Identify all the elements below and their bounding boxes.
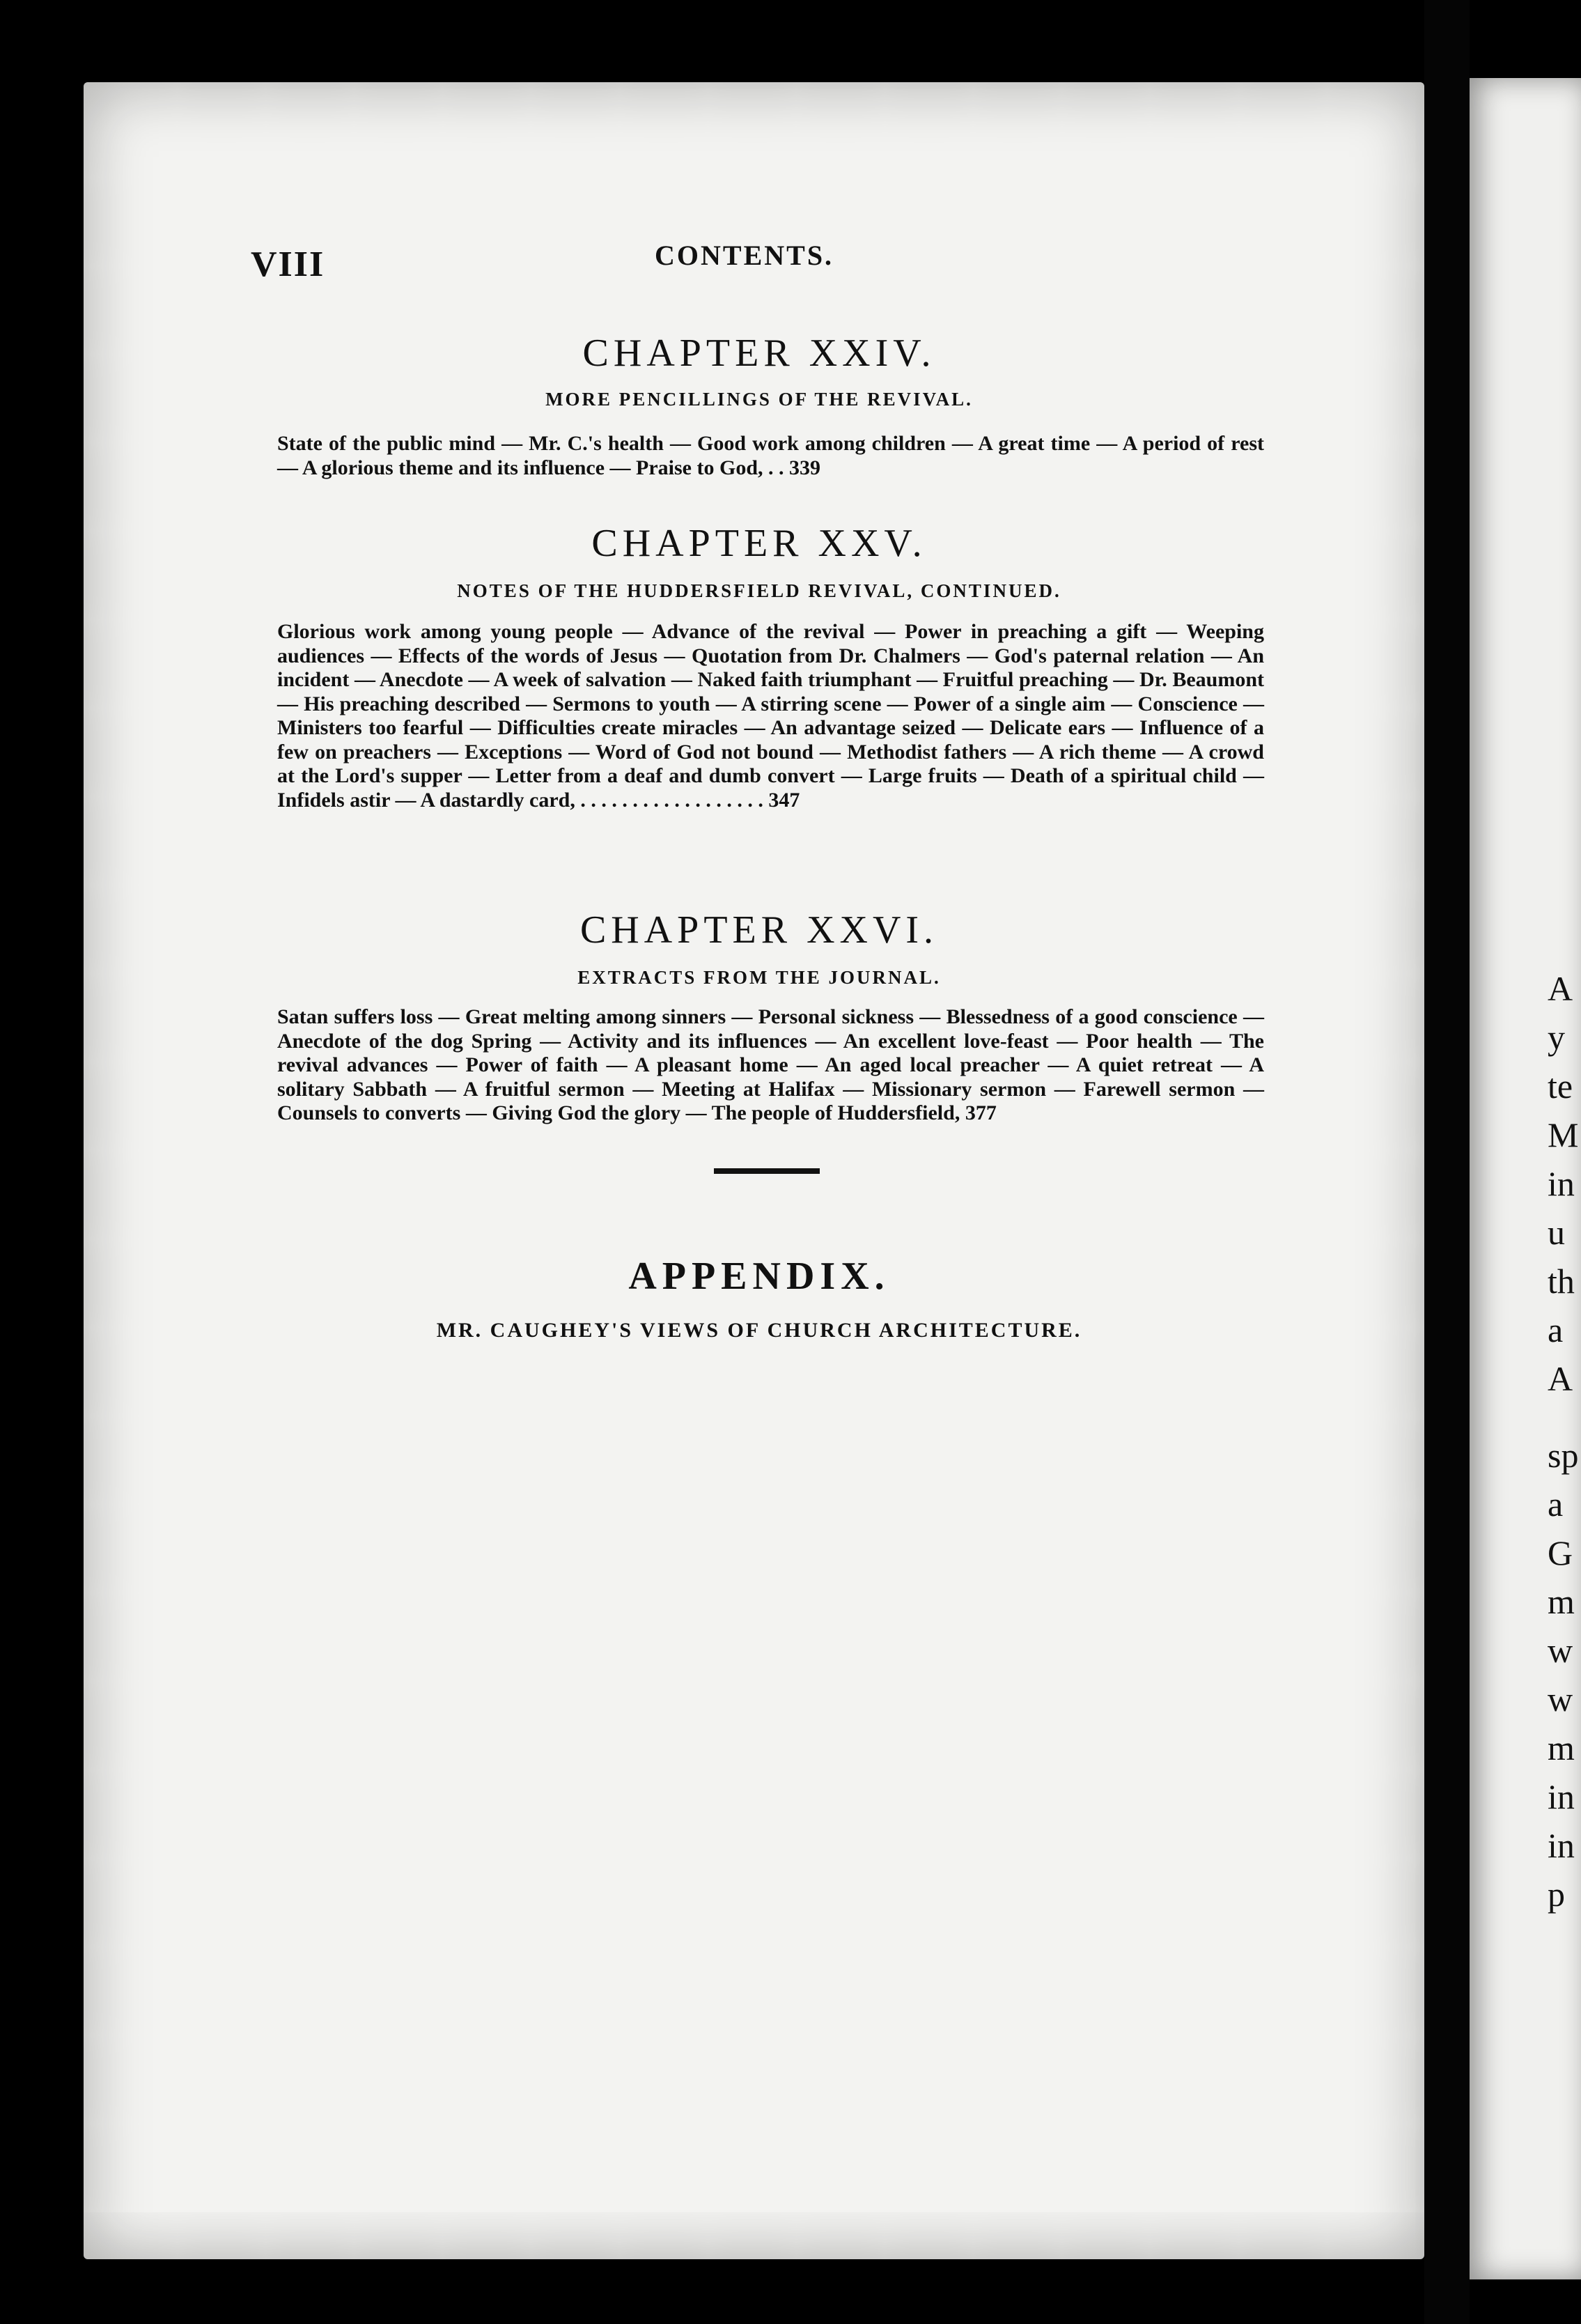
adjacent-fragment: M [1548,1115,1579,1154]
adjacent-fragment: in [1548,1777,1575,1816]
adjacent-fragment: th [1548,1262,1575,1301]
adjacent-fragment: w [1548,1680,1573,1719]
adjacent-fragment: m [1548,1728,1575,1767]
section-rule [714,1168,820,1174]
adjacent-fragment: y [1548,1018,1565,1057]
adjacent-fragment: a [1548,1310,1564,1349]
adjacent-fragment: w [1548,1631,1573,1670]
chapter-summary: Glorious work among young people — Advance of the revival — Power in preaching a gift — Weeping audiences — Effects of the words of Jesus — Quotation from Dr. Chalmers — God's paternal relation — An incident — Anecdote — A week of salvation — Naked faith triumphant — Fruitful preaching — Dr. Beaumont — His preaching described — Sermons to youth — A stirring scene — Power of a single aim — Conscience — Ministers too fearful — Difficulties create miracles — An advantage seized — Delicate ears — Influence of a few on preachers — Exceptions — Word of God not bound — Methodist fathers — A rich theme — A crowd at the Lord's supper — Letter from a deaf and dumb convert — Large fruits — Death of a spiritual child — Infidels astir — A dastardly card, . . . . . . . . . . . . . . . . . . 347 [277,620,1264,812]
adjacent-fragment: G [1548,1533,1573,1572]
chapter-subtitle: MORE PENCILLINGS OF THE REVIVAL. [545,389,973,410]
chapter-title: CHAPTER XXVI. [579,908,939,952]
page-number: VIII [251,245,325,284]
adjacent-fragment: sp [1548,1436,1579,1475]
chapter-subtitle: NOTES OF THE HUDDERSFIELD REVIVAL, CONTINUED. [457,580,1061,601]
adjacent-fragment: in [1548,1164,1575,1203]
appendix-title: APPENDIX. [628,1255,890,1298]
adjacent-fragment: A [1548,969,1573,1008]
adjacent-fragment: a [1548,1485,1564,1524]
chapter-title: CHAPTER XXIV. [582,332,936,375]
chapter-title: CHAPTER XXV. [591,522,927,565]
book-gutter [1424,0,1470,2324]
adjacent-fragment: in [1548,1826,1575,1865]
adjacent-fragment: m [1548,1582,1575,1621]
adjacent-fragment: u [1548,1213,1565,1252]
chapter-subtitle: EXTRACTS FROM THE JOURNAL. [577,967,941,988]
running-title: CONTENTS. [655,240,834,271]
adjacent-fragment: te [1548,1067,1573,1106]
adjacent-fragment: p [1548,1875,1565,1914]
adjacent-fragment: A [1548,1359,1573,1398]
chapter-summary: State of the public mind — Mr. C.'s health — Good work among children — A great time — A period of rest — A glorious theme and its influence — Praise to God, . . 339 [277,432,1264,479]
appendix-subtitle: MR. CAUGHEY'S VIEWS OF CHURCH ARCHITECTURE. [436,1319,1082,1342]
chapter-summary: Satan suffers loss — Great melting among sinners — Personal sickness — Blessedness of a good conscience — Anecdote of the dog Spring — Activity and its influences — An excellent love-feast — Poor health — The revival advances — Power of faith — A pleasant home — An aged local preacher — A quiet retreat — A solitary Sabbath — A fruitful sermon — Meeting at Halifax — Missionary sermon — Farewell sermon — Counsels to converts — Giving God the glory — The people of Huddersfield, 377 [277,1005,1264,1124]
